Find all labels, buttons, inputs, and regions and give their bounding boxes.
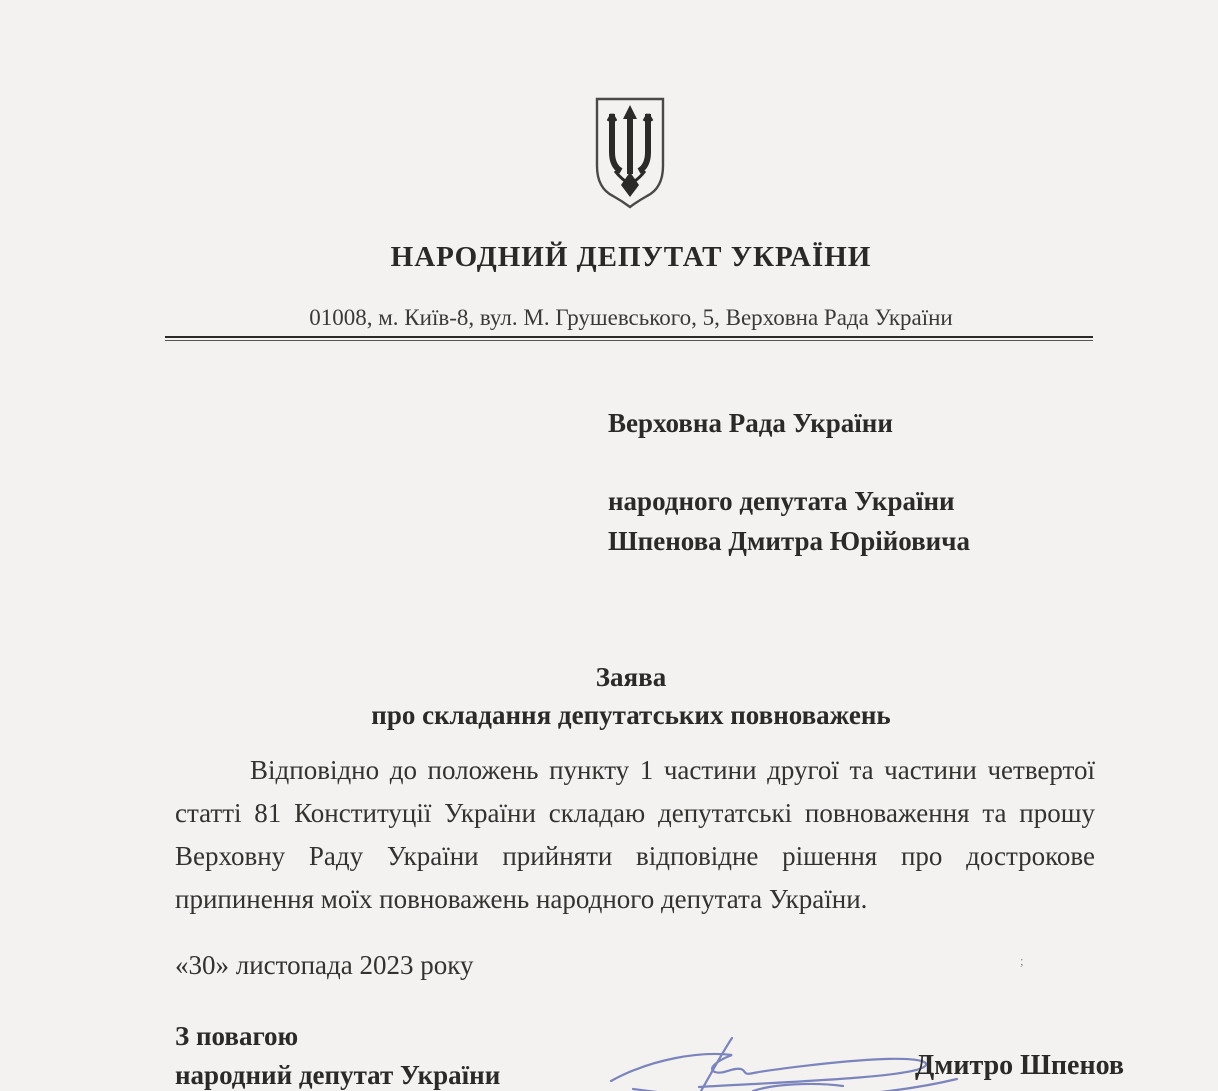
date-line: «30» листопада 2023 року bbox=[175, 950, 474, 980]
addressee-from-role: народного депутата України bbox=[608, 486, 955, 516]
addressee-institution: Верховна Рада України bbox=[608, 408, 893, 438]
addressee-from-name: Шпенова Дмитра Юрійовича bbox=[608, 526, 970, 556]
ukraine-trident-emblem-icon bbox=[588, 92, 672, 212]
subject-subtitle: про складання депутатських повноважень bbox=[371, 700, 891, 730]
closing-role: народний депутат України bbox=[175, 1060, 501, 1090]
body-paragraph: Відповідно до положень пункту 1 частини другої та частини четвертої статті 81 Конституції України складаю депутатські повноваження та прошу Верховну Раду України прийняти відповідне рішення про дострокове припинення моїх повноважень народного депутата України. bbox=[175, 755, 1095, 914]
closing-salutation: З повагою bbox=[175, 1021, 299, 1051]
closing-name: Дмитро Шпенов bbox=[915, 1050, 1125, 1081]
letterhead-title: НАРОДНИЙ ДЕПУТАТ УКРАЇНИ bbox=[390, 241, 872, 273]
subject-title: Заява bbox=[595, 662, 667, 692]
letterhead-rule-thin bbox=[165, 340, 1093, 341]
scan-artifact-mark: ; bbox=[1020, 953, 1024, 968]
letterhead-rule bbox=[165, 336, 1093, 338]
letterhead-address: 01008, м. Київ-8, вул. М. Грушевського, 5, Верховна Рада України bbox=[309, 305, 953, 330]
